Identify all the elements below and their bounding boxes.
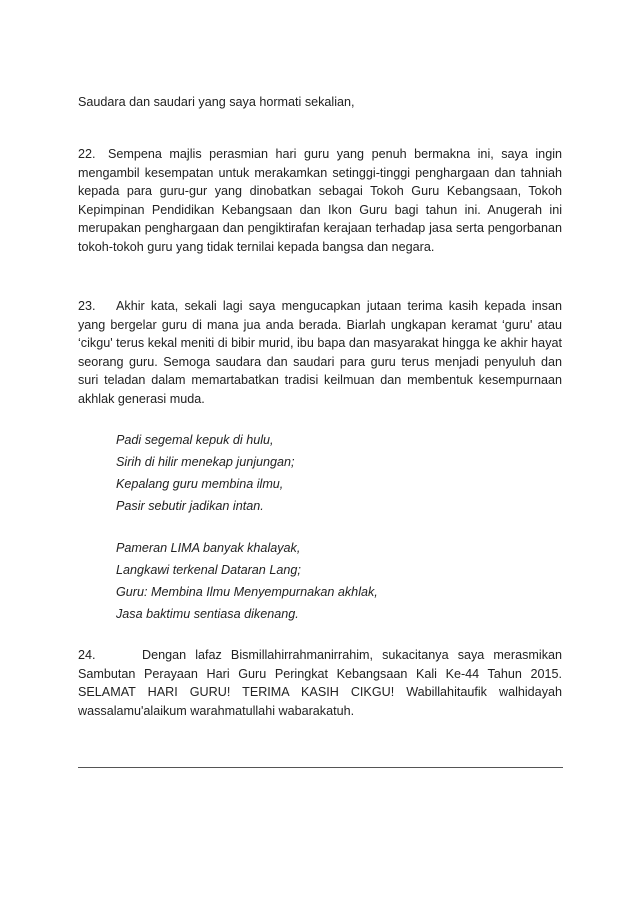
pantun-stanza-1 bbox=[116, 429, 295, 517]
greeting-line: Saudara dan saudari yang saya hormati sekalian, bbox=[78, 95, 355, 109]
paragraph-number: 24. bbox=[78, 648, 96, 662]
pantun-line: Kepalang guru membina ilmu, bbox=[116, 477, 284, 491]
paragraph-23 bbox=[78, 297, 562, 408]
paragraph-24 bbox=[78, 646, 562, 720]
pantun-line: Padi segemal kepuk di hulu, bbox=[116, 433, 274, 447]
paragraph-number: 22. bbox=[78, 147, 96, 161]
pantun-line: Jasa baktimu sentiasa dikenang. bbox=[116, 607, 299, 621]
paragraph-text: Akhir kata, sekali lagi saya mengucapkan jutaan terima kasih kepada insan yang bergelar guru di mana jua anda berada. Biarlah ungkapan keramat ‘guru' atau ‘cikgu' terus kekal meniti di bibir murid, ibu bapa dan masyarakat hingga ke akhir hayat seorang guru. Semoga saudara dan saudari para guru terus menjadi penyuluh dan suri teladan dalam memartabatkan tradisi keilmuan dan membentuk kesempurnaan akhlak generasi muda. bbox=[78, 299, 562, 406]
pantun-stanza-2 bbox=[116, 537, 378, 625]
paragraph-22 bbox=[78, 145, 562, 256]
pantun-line: Guru: Membina Ilmu Menyempurnakan akhlak, bbox=[116, 585, 378, 599]
pantun-line: Sirih di hilir menekap junjungan; bbox=[116, 455, 295, 469]
pantun-line: Langkawi terkenal Dataran Lang; bbox=[116, 563, 301, 577]
pantun-line: Pasir sebutir jadikan intan. bbox=[116, 499, 264, 513]
footer-divider bbox=[78, 767, 563, 768]
paragraph-text: Sempena majlis perasmian hari guru yang penuh bermakna ini, saya ingin mengambil kesempatan untuk merakamkan setinggi-tinggi penghargaan dan tahniah kepada para guru-gur yang dinobatkan sebagai Tokoh Guru Kebangsaan, Tokoh Kepimpinan Pendidikan Kebangsaan dan Ikon Guru bagi tahun ini. Anugerah ini merupakan penghargaan dan pengiktirafan kerajaan terhadap jasa serta pengorbanan tokoh-tokoh guru yang tidak ternilai kepada bangsa dan negara. bbox=[78, 147, 562, 254]
pantun-line: Pameran LIMA banyak khalayak, bbox=[116, 541, 301, 555]
paragraph-number: 23. bbox=[78, 299, 96, 313]
paragraph-text: Dengan lafaz Bismillahirrahmanirrahim, sukacitanya saya merasmikan Sambutan Perayaan Hari Guru Peringkat Kebangsaan Kali Ke-44 Tahun 2015. SELAMAT HARI GURU! TERIMA KASIH CIKGU! Wabillahitaufik walhidayah wassalamu'alaikum warahmatullahi wabarakatuh. bbox=[78, 648, 562, 718]
